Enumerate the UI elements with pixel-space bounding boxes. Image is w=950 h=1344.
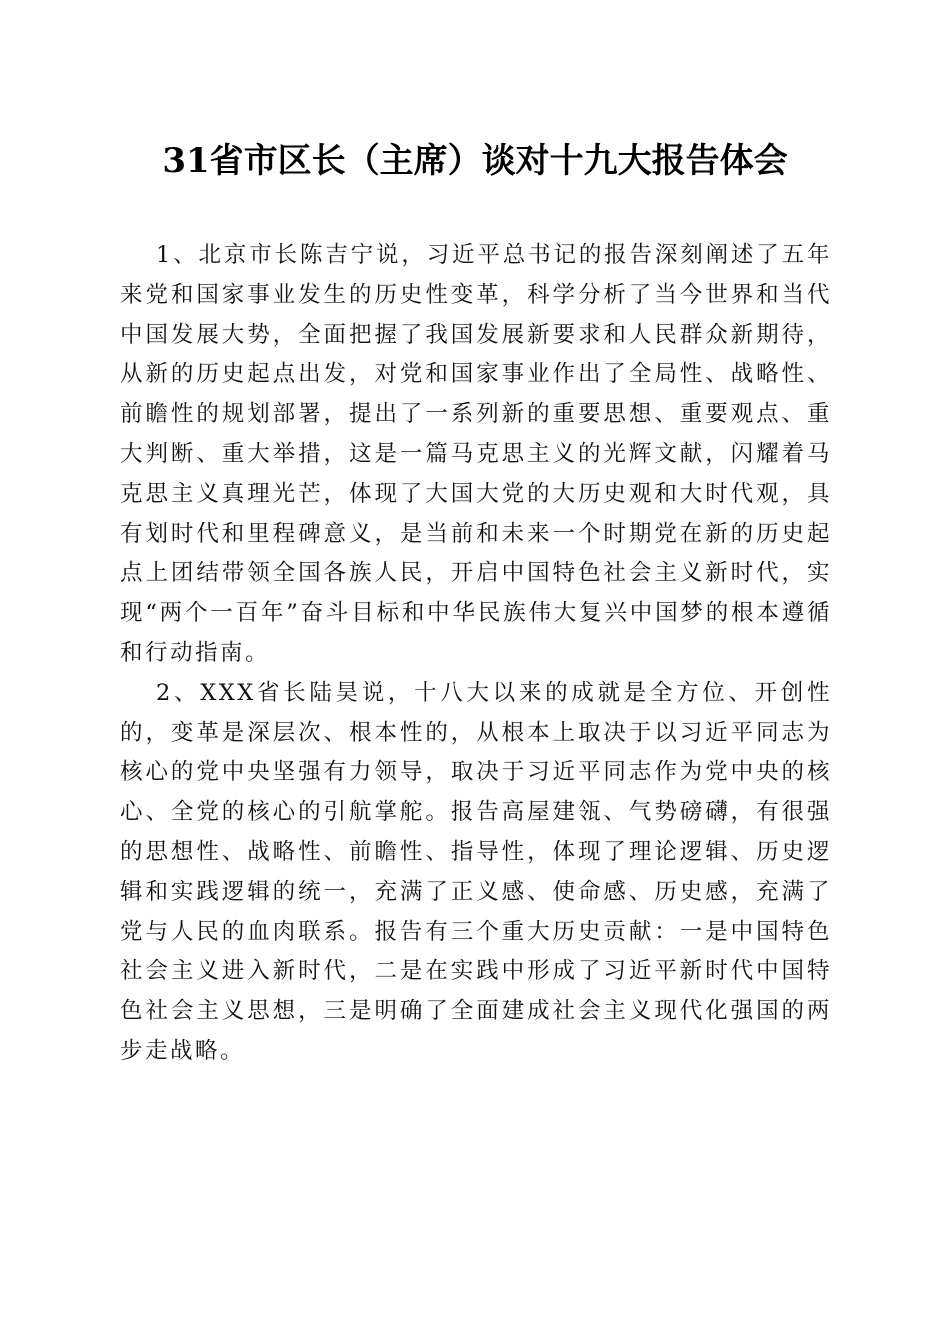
paragraph-1-text: 1、北京市长陈吉宁说，习近平总书记的报告深刻阐述了五年来党和国家事业发生的历史性变革，科学分析了当今世界和当代中国发展大势，全面把握了我国发展新要求和人民群众新期待，从新的历史起点出发，对党和国家事业作出了全局性、战略性、前瞻性的规划部署，提出了一系列新的重要思想、重要观点、重大判断、重大举措，这是一篇马克思主义的光辉文献，闪耀着马克思主义真理光芒，体现了大国大党的大历史观和大时代观，具有划时代和里程碑意义，是当前和未来一个时期党在新的历史起点上团结带领全国各族人民，开启中国特色社会主义新时代，实现“两个一百年”奋斗目标和中华民族伟大复兴中国梦的根本遵循和行动指南。	[120, 242, 832, 666]
paragraph-2	[120, 674, 832, 1072]
paragraph-2-text: 2、XXX省长陆昊说，十八大以来的成就是全方位、开创性的，变革是深层次、根本性的，从根本上取决于以习近平同志为核心的党中央坚强有力领导，取决于习近平同志作为党中央的核心、全党的核心的引航掌舵。报告高屋建瓴、气势磅礴，有很强的思想性、战略性、前瞻性、指导性，体现了理论逻辑、历史逻辑和实践逻辑的统一，充满了正义感、使命感、历史感，充满了党与人民的血肉联系。报告有三个重大历史贡献：一是中国特色社会主义进入新时代，二是在实践中形成了习近平新时代中国特色社会主义思想，三是明确了全面建成社会主义现代化强国的两步走战略。	[120, 679, 832, 1064]
document-title: 31省市区长（主席）谈对十九大报告体会	[162, 141, 788, 181]
paragraph-1	[120, 236, 832, 674]
document-body	[120, 236, 832, 1072]
